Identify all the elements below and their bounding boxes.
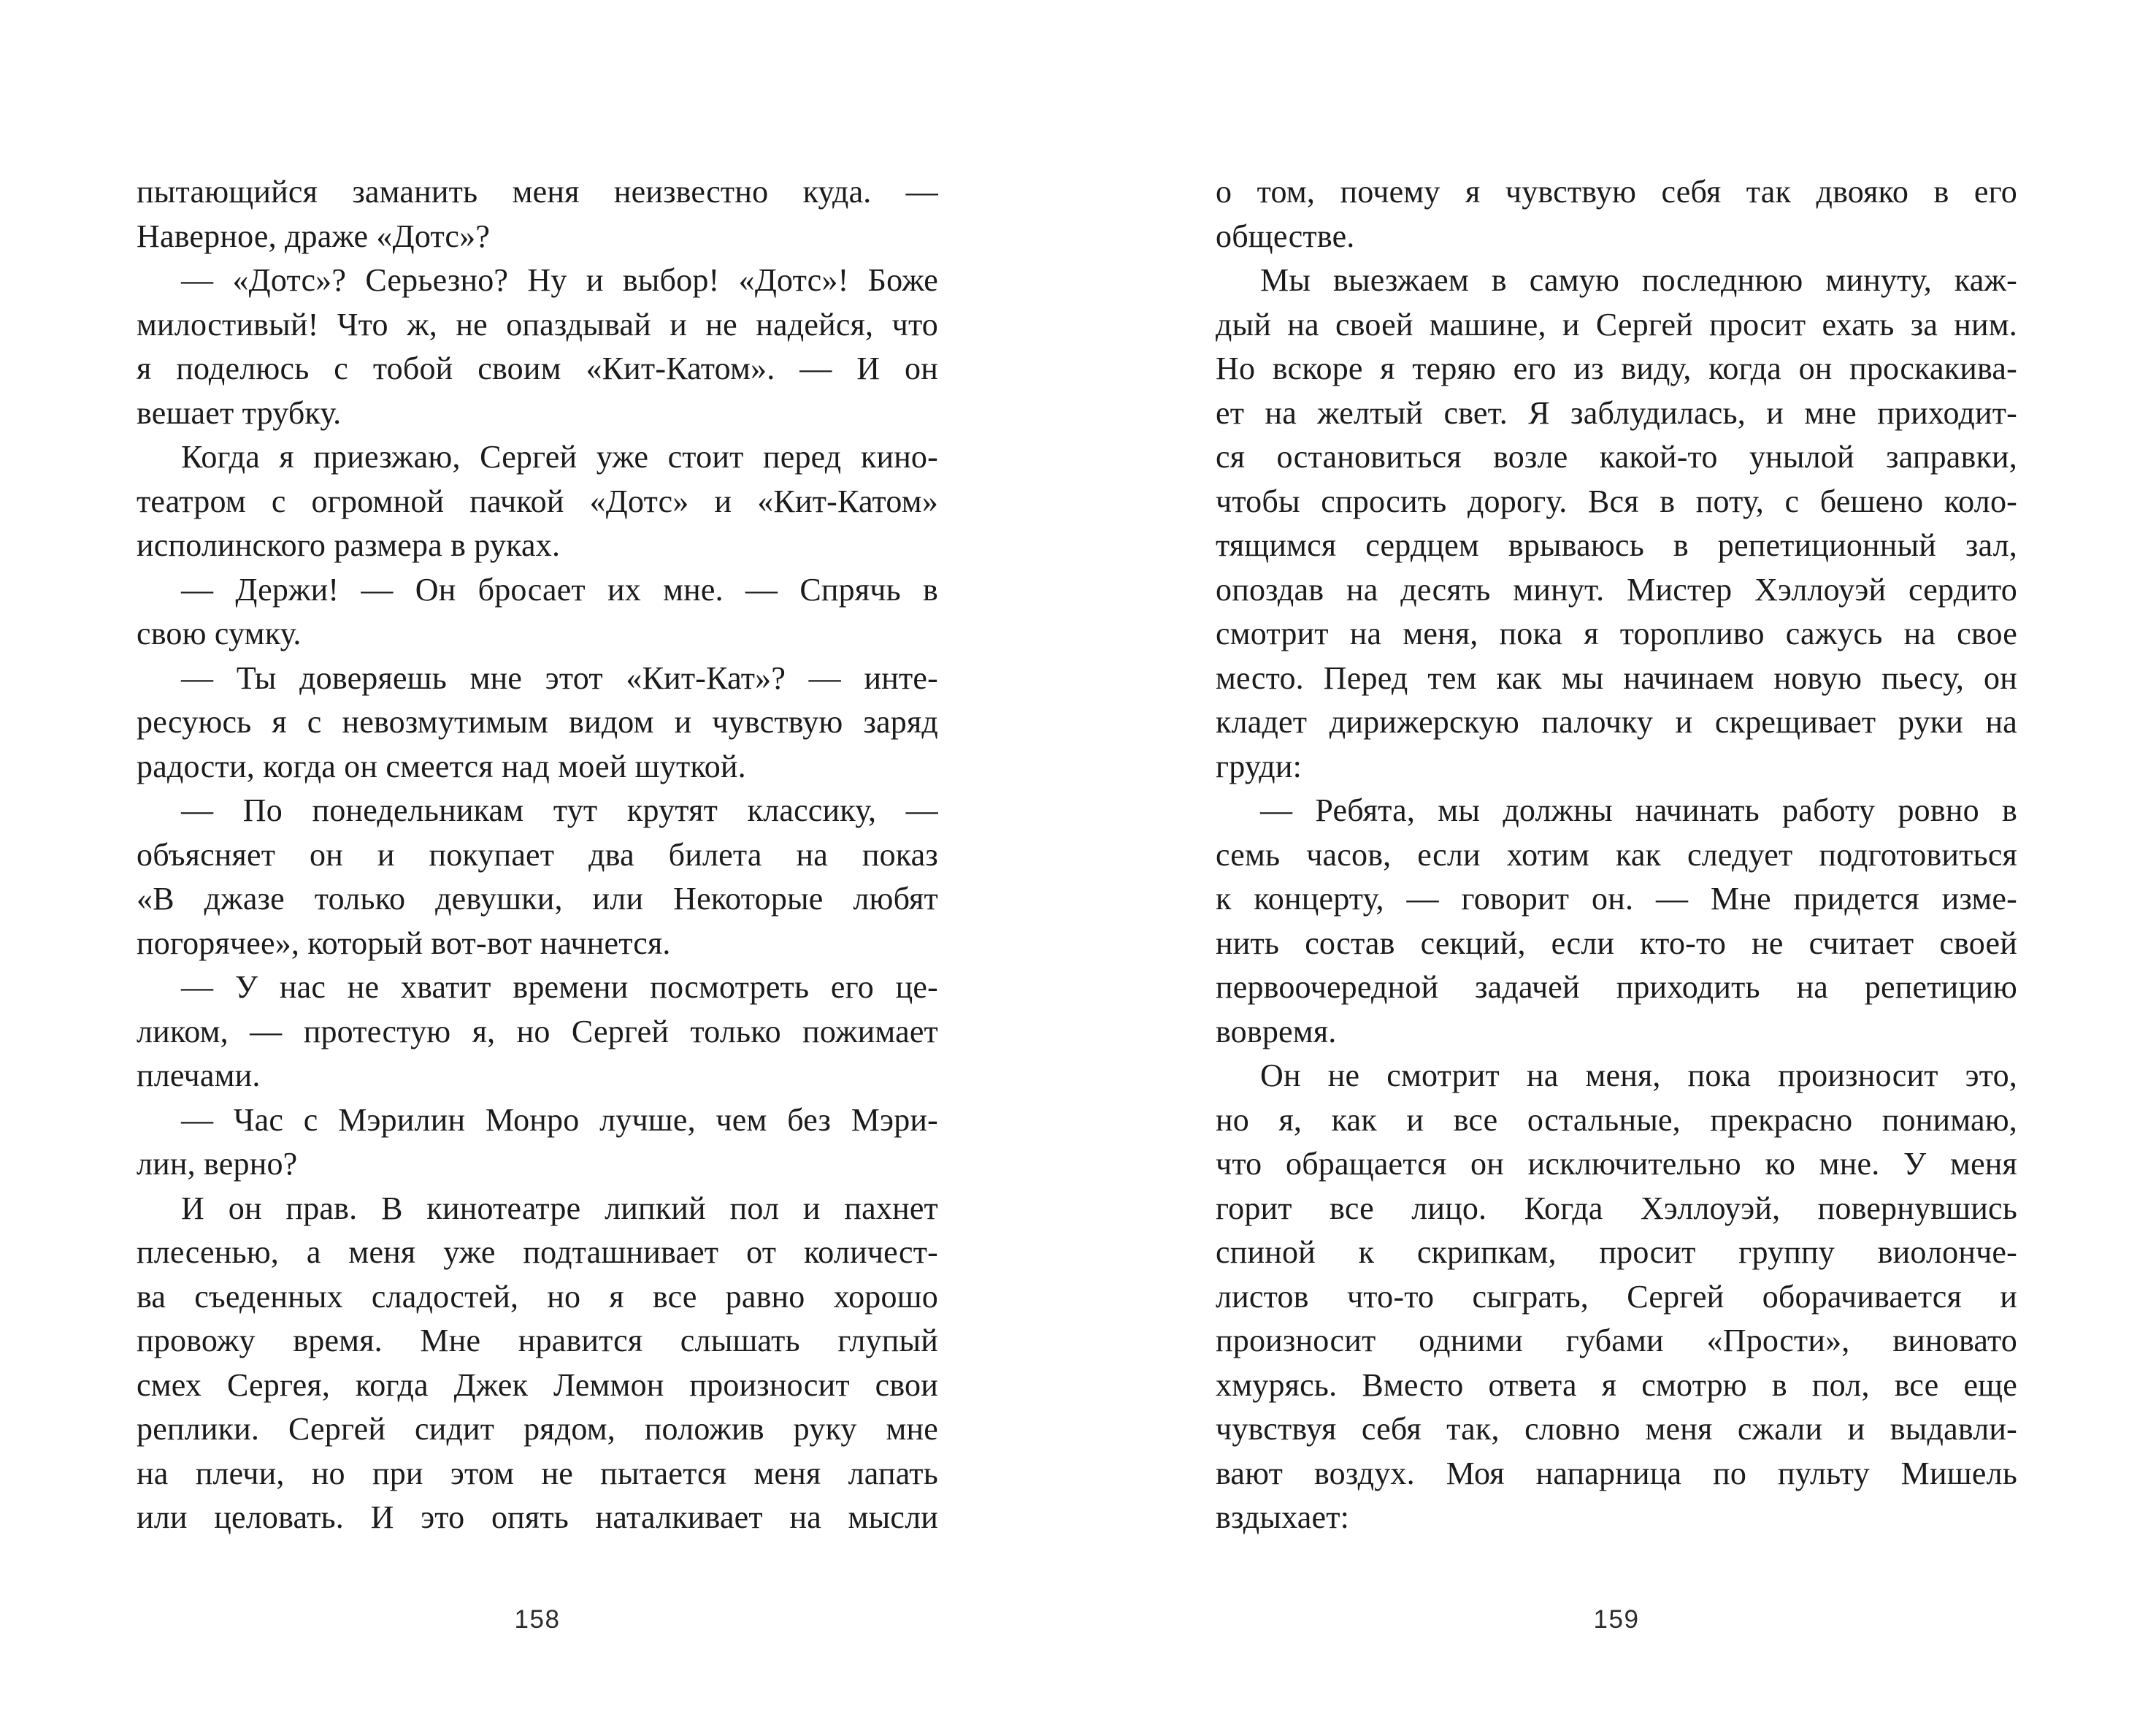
text-line: горит все лицо. Когда Хэллоуэй, повернувшись — [1216, 1190, 2017, 1226]
text-line: — Ребята, мы должны начинать работу ровно в — [1260, 792, 2017, 828]
text-line: о том, почему я чувствую себя так двояко в его — [1216, 174, 2017, 210]
text-line: «В джазе только девушки, или Некоторые любят — [137, 881, 938, 917]
text-line: смотрит на меня, пока я торопливо сажусь на свое — [1216, 616, 2017, 651]
page-left-text — [137, 170, 938, 1540]
text-line: обществе. — [1216, 218, 1355, 254]
page-right-number: 159 — [1593, 1605, 1640, 1634]
text-line: что обращается он исключительно ко мне. У меня — [1216, 1146, 2017, 1182]
text-line: я поделюсь с тобой своим «Кит-Катом». — И он — [137, 351, 938, 386]
text-line: Наверное, драже «Дотс»? — [137, 218, 491, 254]
text-line: ликом, — протестую я, но Сергей только пожимает — [137, 1013, 938, 1049]
text-line: плесенью, а меня уже подташнивает от количест- — [137, 1234, 938, 1270]
text-line: на плечи, но при этом не пытается меня лапать — [137, 1455, 938, 1491]
text-line: чувствуя себя так, словно меня сжали и выдавли- — [1216, 1411, 2017, 1447]
text-line: вовремя. — [1216, 1013, 1337, 1049]
text-line: И он прав. В кинотеатре липкий пол и пахнет — [181, 1190, 938, 1226]
text-line: вешает трубку. — [137, 394, 342, 431]
text-line: произносит одними губами «Прости», виновато — [1216, 1323, 2017, 1358]
text-line: хмурясь. Вместо ответа я смотрю в пол, все еще — [1216, 1366, 2017, 1403]
text-line: — Держи! — Он бросает их мне. — Спрячь в — [181, 571, 938, 608]
page-left-number: 158 — [514, 1605, 561, 1634]
text-line: ся остановиться возле какой-то унылой заправки, — [1216, 439, 2017, 475]
text-line: — У нас не хватит времени посмотреть его це- — [181, 969, 938, 1005]
text-line: свою сумку. — [137, 616, 302, 651]
text-line: но я, как и все остальные, прекрасно понимаю, — [1216, 1101, 2017, 1138]
text-line: объясняет он и покупает два билета на показ — [137, 836, 938, 873]
text-line: тящимся сердцем врываюсь в репетиционный зал, — [1216, 527, 2017, 563]
text-line: провожу время. Мне нравится слышать глупый — [137, 1323, 938, 1358]
text-line: семь часов, если хотим как следует подготовиться — [1216, 836, 2017, 873]
text-line: чтобы спросить дорогу. Вся в поту, с бешено коло- — [1216, 483, 2017, 519]
text-line: театром с огромной пачкой «Дотс» и «Кит-Катом» — [137, 483, 938, 519]
page-right — [1078, 0, 2156, 1725]
text-line: ва съеденных сладостей, но я все равно хорошо — [137, 1278, 938, 1315]
text-line: или целовать. И это опять наталкивает на мысли — [137, 1499, 938, 1535]
text-line: исполинского размера в руках. — [137, 527, 561, 563]
text-line: груди: — [1216, 748, 1303, 784]
text-line: — Час с Мэрилин Монро лучше, чем без Мэри- — [181, 1101, 938, 1138]
text-line: листов что-то сыграть, Сергей оборачивается и — [1216, 1278, 2017, 1315]
text-line: к концерту, — говорит он. — Мне придется изме- — [1216, 881, 2017, 917]
text-line: — По понедельникам тут крутят классику, — — [181, 792, 938, 828]
text-line: вздыхает: — [1216, 1499, 1350, 1535]
text-line: погорячее», который вот-вот начнется. — [137, 925, 671, 961]
text-line: — Ты доверяешь мне этот «Кит-Кат»? — инте- — [181, 659, 938, 696]
text-line: вают воздух. Моя напарница по пульту Мишель — [1216, 1455, 2017, 1491]
text-line: ресуюсь я с невозмутимым видом и чувствую заряд — [137, 704, 938, 740]
text-line: дый на своей машине, и Сергей просит ехать за ним. — [1216, 306, 2017, 343]
text-line: место. Перед тем как мы начинаем новую пьесу, он — [1216, 659, 2017, 696]
text-line: Он не смотрит на меня, пока произносит это, — [1260, 1057, 2017, 1093]
text-line: реплики. Сергей сидит рядом, положив руку мне — [137, 1411, 938, 1447]
text-line: Мы выезжаем в самую последнюю минуту, каж- — [1260, 262, 2017, 298]
text-line: Но вскоре я теряю его из виду, когда он проскакива- — [1216, 351, 2017, 386]
page-right-text — [1216, 170, 2017, 1540]
text-line: пытающийся заманить меня неизвестно куда. — — [137, 174, 938, 210]
text-line: — «Дотс»? Серьезно? Ну и выбор! «Дотс»! Боже — [181, 262, 938, 298]
text-line: лин, верно? — [137, 1146, 298, 1182]
text-line: смех Сергея, когда Джек Леммон произносит свои — [137, 1366, 938, 1403]
text-line: Когда я приезжаю, Сергей уже стоит перед кино- — [181, 439, 938, 475]
text-line: плечами. — [137, 1057, 261, 1093]
text-line: кладет дирижерскую палочку и скрещивает руки на — [1216, 704, 2017, 740]
text-line: милостивый! Что ж, не опаздывай и не надейся, что — [137, 306, 938, 343]
text-line: ет на желтый свет. Я заблудилась, и мне приходит- — [1216, 394, 2017, 431]
text-line: опоздав на десять минут. Мистер Хэллоуэй сердито — [1216, 571, 2017, 608]
text-line: нить состав секций, если кто-то не считает своей — [1216, 925, 2017, 961]
text-line: радости, когда он смеется над моей шуткой. — [137, 748, 746, 784]
text-line: первоочередной задачей приходить на репетицию — [1216, 969, 2017, 1005]
text-line: спиной к скрипкам, просит группу виолонче- — [1216, 1234, 2017, 1270]
